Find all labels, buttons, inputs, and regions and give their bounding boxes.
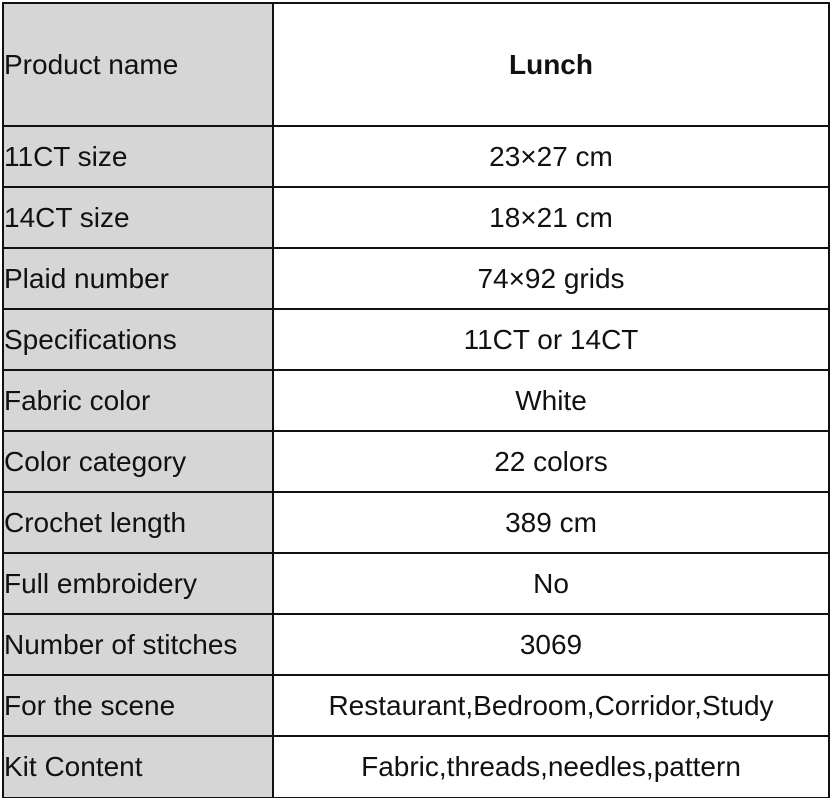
row-label: Product name — [4, 4, 273, 126]
row-value: 74×92 grids — [273, 248, 828, 309]
row-label: Specifications — [4, 309, 273, 370]
table-row-kit-content — [4, 736, 828, 797]
row-label: 11CT size — [4, 126, 273, 187]
row-value: 11CT or 14CT — [273, 309, 828, 370]
product-spec-sheet — [2, 2, 830, 798]
row-value: Fabric,threads,needles,pattern — [273, 736, 828, 797]
row-label: Plaid number — [4, 248, 273, 309]
row-label: Crochet length — [4, 492, 273, 553]
row-label: Color category — [4, 431, 273, 492]
row-label: Number of stitches — [4, 614, 273, 675]
row-value: 22 colors — [273, 431, 828, 492]
row-label: Kit Content — [4, 736, 273, 797]
row-value: 3069 — [273, 614, 828, 675]
table-row-11ct-size — [4, 126, 828, 187]
row-label: Fabric color — [4, 370, 273, 431]
row-value: 389 cm — [273, 492, 828, 553]
row-value: 18×21 cm — [273, 187, 828, 248]
table-row-fabric-color — [4, 370, 828, 431]
row-label: Full embroidery — [4, 553, 273, 614]
product-spec-table — [4, 4, 828, 797]
row-label: For the scene — [4, 675, 273, 736]
table-row-product-name — [4, 4, 828, 126]
table-row-number-of-stitches — [4, 614, 828, 675]
row-label: 14CT size — [4, 187, 273, 248]
table-row-for-the-scene — [4, 675, 828, 736]
table-row-specifications — [4, 309, 828, 370]
table-row-color-category — [4, 431, 828, 492]
table-row-14ct-size — [4, 187, 828, 248]
table-row-crochet-length — [4, 492, 828, 553]
table-row-full-embroidery — [4, 553, 828, 614]
row-value: No — [273, 553, 828, 614]
row-value: White — [273, 370, 828, 431]
product-name-value: Lunch — [273, 4, 828, 126]
table-row-plaid-number — [4, 248, 828, 309]
row-value: 23×27 cm — [273, 126, 828, 187]
row-value: Restaurant,Bedroom,Corridor,Study — [273, 675, 828, 736]
